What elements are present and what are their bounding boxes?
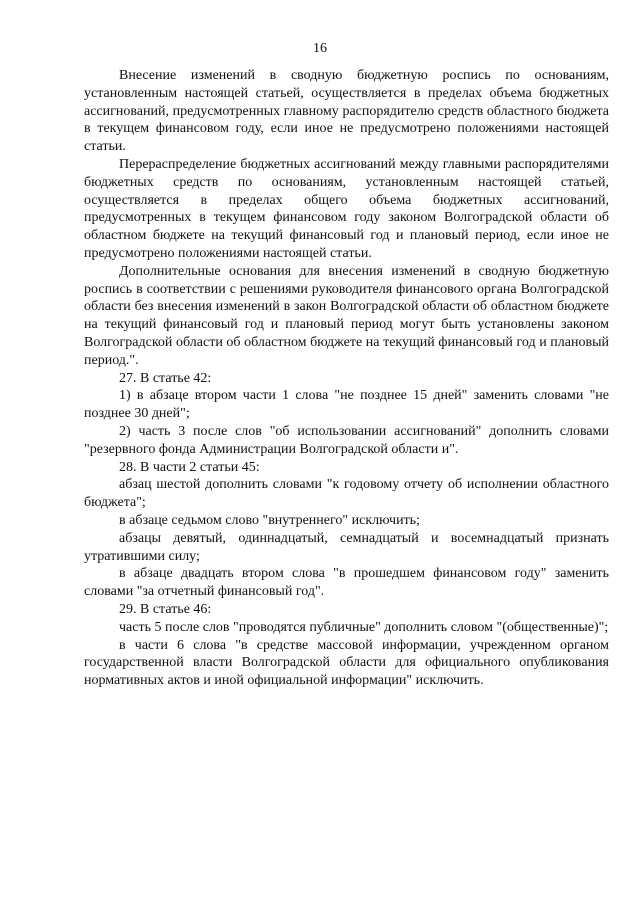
paragraph: абзацы девятый, одиннадцатый, семнадцатый и восемнадцатый признать утратившими силу; [84,530,609,564]
paragraph: 29. В статье 46: [119,601,212,617]
paragraph: в абзаце двадцать втором слова "в прошедшем финансовом году" заменить словами "за отчетный финансовый год". [84,566,609,600]
paragraph: в абзаце седьмом слово "внутреннего" исключить; [119,512,420,528]
paragraph: Перераспределение бюджетных ассигнований между главными распорядителями бюджетных средств по основаниям, установленным настоящей статьей, осуществляется в пределах общего объема бюджетных ассигнований, предусмотренных в текущем финансовом году законом Волгоградской области об областном бюджете на текущий финансовый год и плановый период, если иное не предусмотрено положениями настоящей статьи. [84,156,609,261]
paragraph: 28. В части 2 статьи 45: [119,459,260,475]
page-number: 16 [313,41,327,56]
paragraph: Дополнительные основания для внесения изменений в сводную бюджетную роспись в соответствии с решениями руководителя финансового органа Волгоградской области без внесения изменений в закон Волгоградской области об областном бюджете на текущий финансовый год и плановый период могут быть установлены законом Волгоградской области об областном бюджете на текущий финансовый год и плановый период.". [84,263,609,368]
paragraph: часть 5 после слов "проводятся публичные" дополнить словом "(общественные)"; [119,619,609,635]
document-body [84,67,609,690]
paragraph: Внесение изменений в сводную бюджетную роспись по основаниям, установленным настоящей статьей, осуществляется в пределах объема бюджетных ассигнований, предусмотренных главному распорядителю средств областного бюджета в текущем финансовом году, если иное не предусмотрено положениями настоящей статьи. [84,68,609,155]
paragraph: 1) в абзаце втором части 1 слова "не позднее 15 дней" заменить словами "не позднее 30 дней"; [84,388,609,422]
paragraph: 27. В статье 42: [119,370,212,386]
paragraph: 2) часть 3 после слов "об использовании ассигнований" дополнить словами "резервного фонда Администрации Волгоградской области и". [84,423,609,457]
paragraph: в части 6 слова "в средстве массовой информации, учрежденном органом государственной власти Волгоградской области для официального опубликования нормативных актов и иной официальной информации" исключить. [84,637,609,689]
paragraph: абзац шестой дополнить словами "к годовому отчету об исполнении областного бюджета"; [84,477,609,511]
